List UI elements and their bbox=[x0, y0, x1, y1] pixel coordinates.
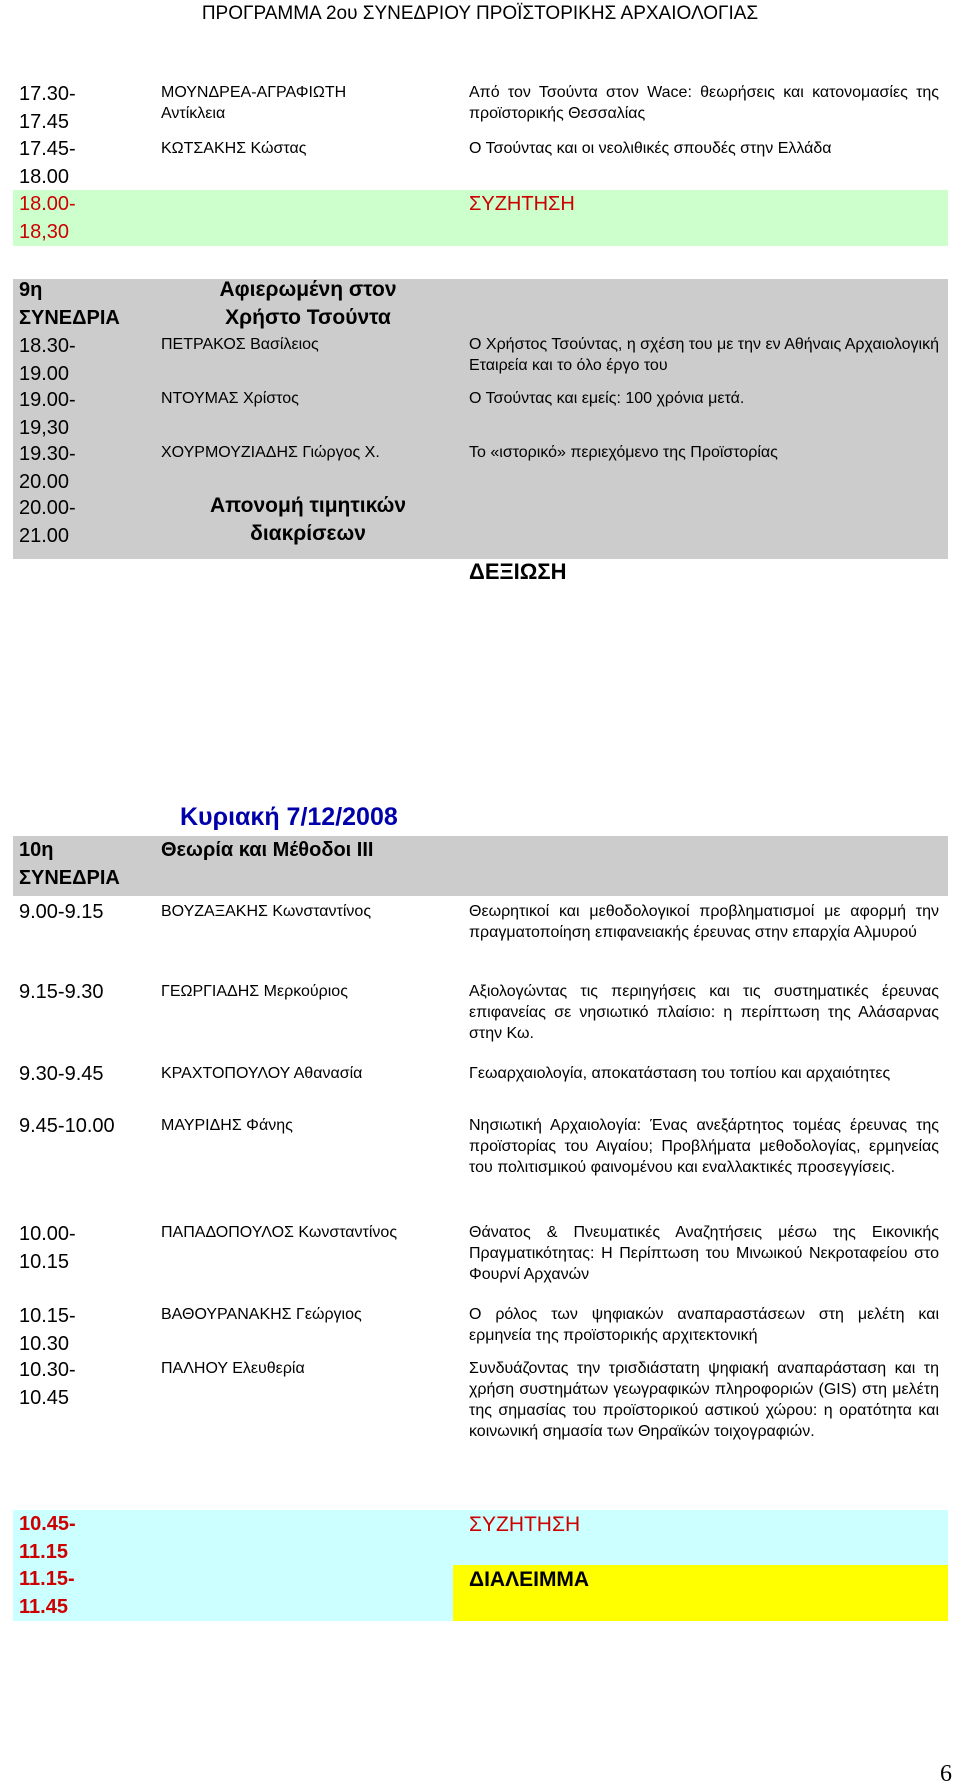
session-number: 10η ΣΥΝΕΔΡΙΑ bbox=[19, 839, 120, 889]
talk-title: Από τον Τσούντα στον Wace: θεωρήσεις και κατονομασίες της προϊστορικής Θεσσαλίας bbox=[469, 84, 939, 122]
time-slot: 10.00- 10.15 bbox=[19, 1223, 76, 1273]
time-slot: 19.00- 19,30 bbox=[19, 389, 76, 439]
awards-row bbox=[13, 494, 948, 559]
time-slot: 9.30-9.45 bbox=[19, 1063, 104, 1085]
time-slot: 10.30- 10.45 bbox=[19, 1359, 76, 1409]
page-number: 6 bbox=[940, 1761, 952, 1787]
schedule-row bbox=[13, 1302, 948, 1356]
schedule-row bbox=[13, 1356, 948, 1466]
session-header bbox=[13, 279, 948, 332]
speaker-name: ΠΑΛΗΟΥ Ελευθερία bbox=[161, 1360, 305, 1377]
talk-title: Γεωαρχαιολογία, αποκατάσταση του τοπίου και αρχαιότητες bbox=[469, 1065, 891, 1082]
discussion-row bbox=[13, 190, 948, 246]
talk-title: Θεωρητικοί και μεθοδολογικοί προβληματισμοί με αφορμή την πραγματοποίηση επιφανειακής έρευνας στην επαρχία Αλμυρού bbox=[469, 903, 939, 941]
time-slot: 10.45- 11.15 bbox=[19, 1513, 76, 1563]
talk-title: Θάνατος & Πνευματικές Αναζητήσεις μέσω της Εικονικής Πραγματικότητας: Η Περίπτωση του Μινωικού Νεκροταφείου στο Φουρνί Αρχανών bbox=[469, 1224, 939, 1283]
discussion-label: ΣΥΖΗΤΗΣΗ bbox=[469, 193, 575, 215]
schedule-row bbox=[13, 136, 948, 189]
reception-label: ΔΕΞΙΩΣΗ bbox=[469, 559, 567, 584]
time-slot: 11.15- 11.45 bbox=[19, 1568, 75, 1618]
time-slot: 20.00- 21.00 bbox=[19, 497, 76, 547]
talk-title: Ο ρόλος των ψηφιακών αναπαραστάσεων στη μελέτη και ερμηνεία της προϊστορικής αρχιτεκτονική bbox=[469, 1306, 939, 1344]
break-row bbox=[13, 1565, 948, 1621]
session-header bbox=[13, 836, 948, 896]
time-slot: 19.30- 20.00 bbox=[19, 443, 76, 493]
speaker-name: ΠΕΤΡΑΚΟΣ Βασίλειος bbox=[161, 336, 319, 353]
awards-title: Απονομή τιμητικών διακρίσεων bbox=[209, 494, 407, 545]
speaker-name: ΜΑΥΡΙΔΗΣ Φάνης bbox=[161, 1117, 293, 1134]
session-title: Αφιερωμένη στον Χρήστο Τσούντα bbox=[219, 278, 397, 329]
speaker-name: ΓΕΩΡΓΙΑΔΗΣ Μερκούριος bbox=[161, 983, 348, 1000]
speaker-name: ΧΟΥΡΜΟΥΖΙΑΔΗΣ Γιώργος Χ. bbox=[161, 444, 380, 461]
talk-title: Ο Τσούντας και οι νεολιθικές σπουδές στην Ελλάδα bbox=[469, 140, 832, 157]
break-highlight bbox=[453, 1565, 948, 1621]
break-label: ΔΙΑΛΕΙΜΜΑ bbox=[469, 1568, 590, 1591]
schedule-row bbox=[13, 1112, 948, 1220]
time-slot: 18.00- 18,30 bbox=[19, 193, 76, 243]
time-slot: 17.45- 18.00 bbox=[19, 138, 76, 188]
talk-title: Ο Χρήστος Τσούντας, η σχέση του με την εν Αθήναις Αρχαιολογική Εταιρεία και το όλο έργο του bbox=[469, 336, 939, 374]
page-header-title: ΠΡΟΓΡΑΜΜΑ 2ου ΣΥΝΕΔΡΙΟΥ ΠΡΟΪΣΤΟΡΙΚΗΣ ΑΡΧΑΙΟΛΟΓΙΑΣ bbox=[201, 3, 759, 24]
day-heading: Κυριακή 7/12/2008 bbox=[180, 803, 398, 831]
talk-title: Το «ιστορικό» περιεχόμενο της Προϊστορίας bbox=[469, 444, 778, 461]
speaker-name: ΜΟΥΝΔΡΕΑ-ΑΓΡΑΦΙΩΤΗ Αντίκλεια bbox=[161, 84, 347, 122]
time-slot: 9.15-9.30 bbox=[19, 981, 104, 1003]
talk-title: Νησιωτική Αρχαιολογία: Ένας ανεξάρτητος τομέας έρευνας της προϊστορίας του Αιγαίου; Προβλήματα μεθοδολογίας, ερμηνείας του πολιτισμικού φαινομένου και εναλλακτικές προσεγγίσεις. bbox=[469, 1117, 939, 1176]
speaker-name: ΒΟΥΖΑΞΑΚΗΣ Κωνσταντίνος bbox=[161, 903, 372, 920]
talk-title: Ο Τσούντας και εμείς: 100 χρόνια μετά. bbox=[469, 390, 745, 407]
discussion-row bbox=[13, 1510, 948, 1565]
schedule-row bbox=[13, 440, 948, 494]
schedule-row bbox=[13, 82, 948, 133]
time-slot: 18.30- 19.00 bbox=[19, 335, 76, 385]
schedule-row bbox=[13, 1220, 948, 1302]
discussion-label: ΣΥΖΗΤΗΣΗ bbox=[469, 1513, 581, 1536]
speaker-name: ΚΡΑΧΤΟΠΟΥΛΟΥ Αθανασία bbox=[161, 1065, 363, 1082]
time-slot: 17.30- 17.45 bbox=[19, 83, 76, 133]
schedule-row bbox=[13, 898, 948, 978]
session9-body bbox=[13, 332, 948, 559]
time-slot: 9.00-9.15 bbox=[19, 901, 104, 923]
speaker-name: ΚΩΤΣΑΚΗΣ Κώστας bbox=[161, 140, 307, 157]
speaker-name: ΒΑΘΟΥΡΑΝΑΚΗΣ Γεώργιος bbox=[161, 1306, 362, 1323]
session-title: Θεωρία και Μέθοδοι ΙΙΙ bbox=[161, 839, 374, 861]
time-slot: 10.15- 10.30 bbox=[19, 1305, 76, 1355]
schedule-row bbox=[13, 978, 948, 1060]
time-slot: 9.45-10.00 bbox=[19, 1115, 115, 1137]
speaker-name: ΝΤΟΥΜΑΣ Χρίστος bbox=[161, 390, 299, 407]
talk-title: Συνδυάζοντας την τρισδιάστατη ψηφιακή αναπαράσταση και τη χρήση συστημάτων γεωγραφικών πληροφοριών (GIS) στη μελέτη της σημασίας του προϊστορικού αστικού χώρου: η ορατότητα και κοινωνική σημασία των Θηραϊκών τοιχογραφιών. bbox=[469, 1360, 939, 1440]
schedule-row bbox=[13, 386, 948, 440]
schedule-row bbox=[13, 332, 948, 386]
schedule-row bbox=[13, 1060, 948, 1112]
speaker-name: ΠΑΠΑΔΟΠΟΥΛΟΣ Κωνσταντίνος bbox=[161, 1224, 398, 1241]
talk-title: Αξιολογώντας τις περιηγήσεις και τις συστηματικές έρευνας επιφανείας σε νησιωτικό πλαίσιο: η περίπτωση της Αλάσαρνας στην Κω. bbox=[469, 983, 939, 1042]
session-number: 9η ΣΥΝΕΔΡΙΑ bbox=[19, 279, 120, 329]
